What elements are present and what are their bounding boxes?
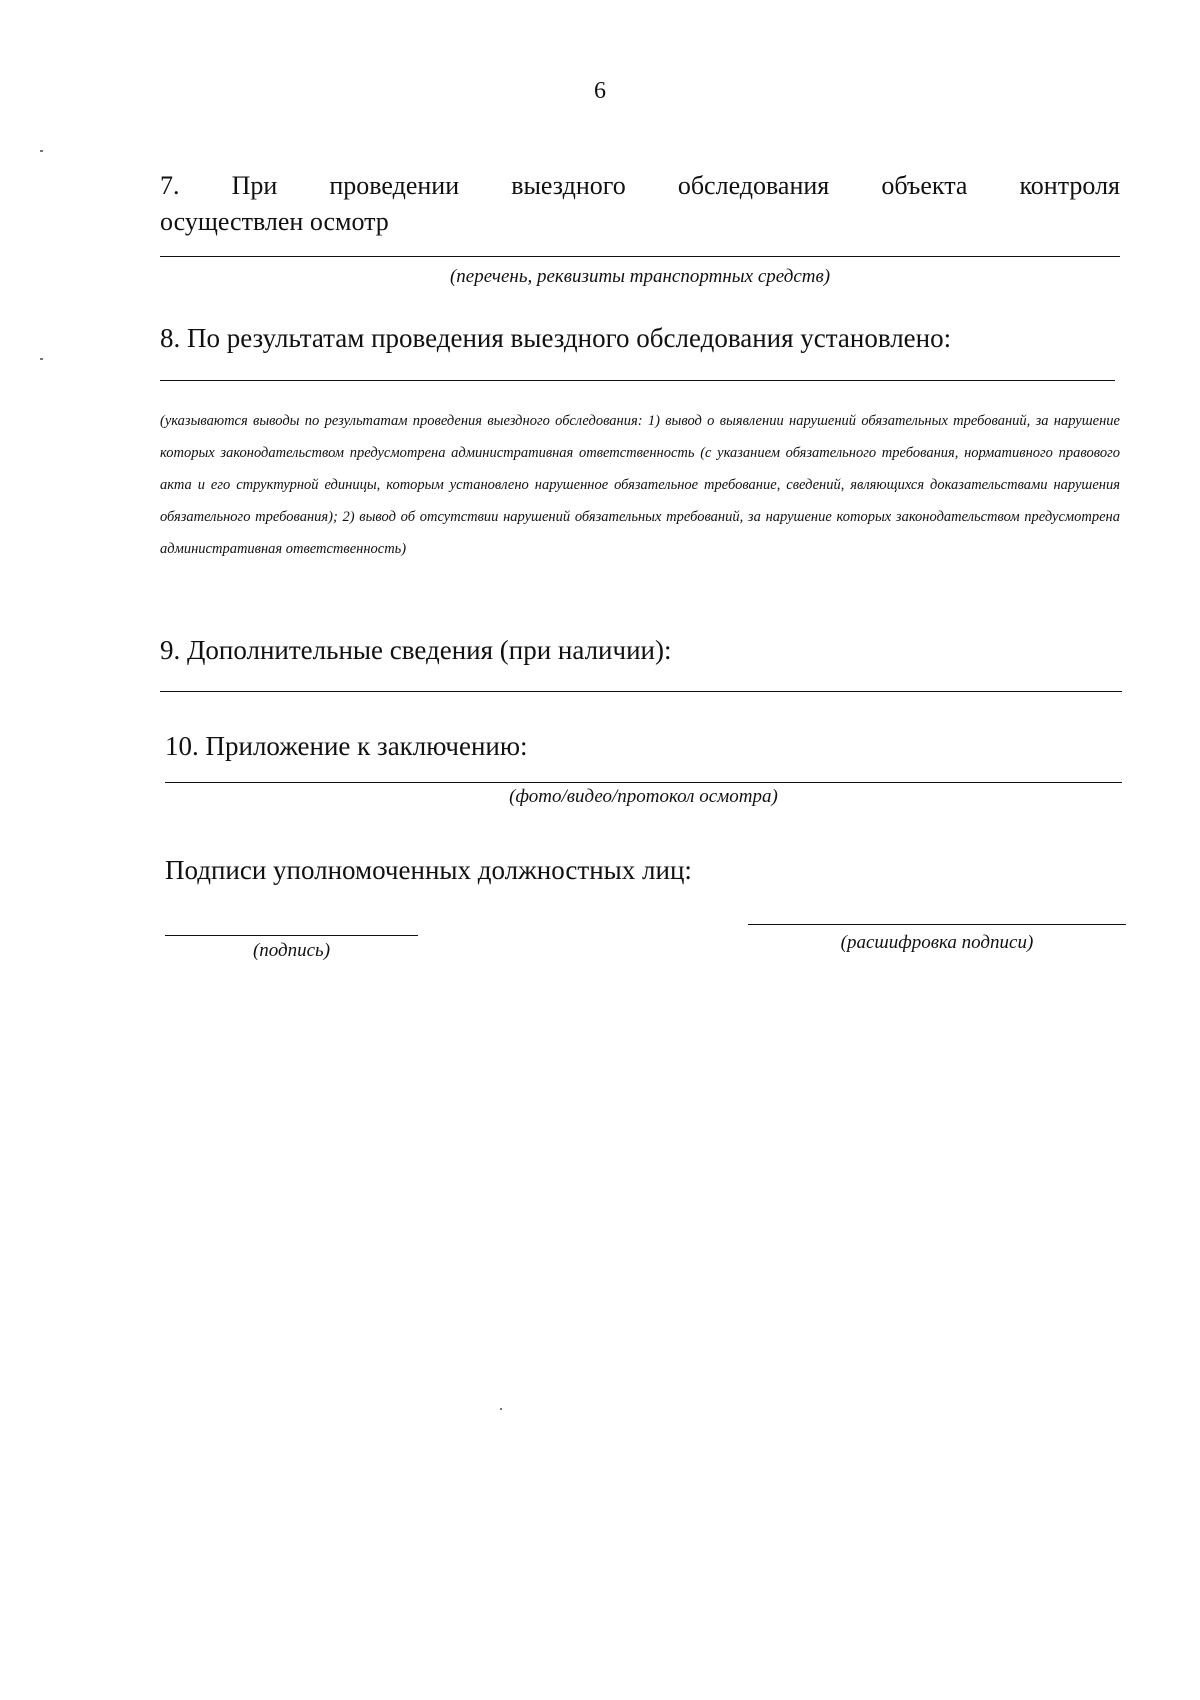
item8-fill-line (160, 380, 1115, 381)
scan-speck (500, 1408, 502, 1410)
item8-instructions: (указываются выводы по результатам проведения выездного обследования: 1) вывод о выявлении нарушений обязательных требований, за нарушение которых законодательством предусмотрена административная ответственность (с указанием обязательного требования, нормативного правового акта и его структурной единицы, которым установлено нарушенное обязательное требование, сведений, являющихся доказательствами нарушения обязательного требования); 2) вывод об отсутствии нарушений обязательных требований, за нарушение которых законодательством предусмотрена административная ответственность) (160, 413, 1120, 557)
item7-fill-line (160, 256, 1120, 257)
item7-word: объекта (881, 171, 968, 200)
item9-fill-line (160, 691, 1122, 692)
item8-title: 8. По результатам проведения выездного обследования установлено: (160, 323, 952, 353)
item10-hint: (фото/видео/протокол осмотра) (509, 786, 778, 807)
item7-hint: (перечень, реквизиты транспортных средств) (449, 266, 831, 287)
item10-fill-line (165, 782, 1122, 783)
item7-word: 7. (160, 171, 180, 200)
item7-word: При (231, 171, 278, 200)
item7-word: обследования (677, 171, 830, 200)
item7-first-line (160, 168, 1120, 204)
scan-speck (40, 150, 43, 152)
item7-word: контроля (1019, 171, 1120, 200)
item7-word: выездного (511, 171, 626, 200)
item7-text (160, 168, 1120, 240)
decryption-hint: (расшифровка подписи) (840, 932, 1034, 953)
signature-hint: (подпись) (252, 940, 331, 961)
item7-word: проведении (329, 171, 460, 200)
item7-second-line: осуществлен осмотр (160, 207, 389, 236)
item9-title: 9. Дополнительные сведения (при наличии): (160, 635, 672, 665)
item10-title: 10. Приложение к заключению: (165, 731, 528, 761)
signatures-title: Подписи уполномоченных должностных лиц: (165, 855, 692, 885)
signature-line (165, 935, 418, 936)
decryption-line (748, 924, 1126, 925)
page-number: 6 (594, 78, 606, 104)
scan-speck (40, 358, 43, 360)
